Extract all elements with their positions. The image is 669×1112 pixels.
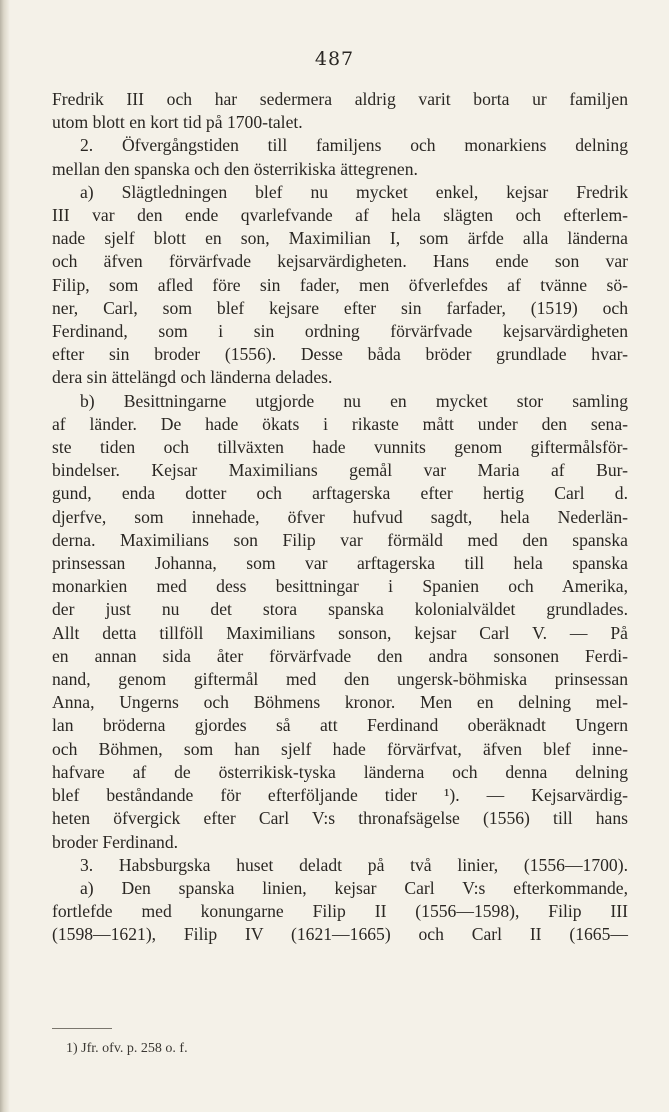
text-line-1: Fredrik III och har sedermera aldrig varit borta ur familjen [52, 89, 628, 109]
text-line-9: Filip, som afled före sin fader, men öfverlefdes af tvänne sö- [52, 274, 628, 295]
text-line-29: och Böhmen, som han sjelf hade förvärfvat, äfven blef inne- [52, 738, 628, 759]
text-line-8: och äfven förvärfvade kejsarvärdigheten. Hans ende son var [52, 251, 628, 272]
text-line-30: hafvare af de österrikisk-tyska länderna och denna delning [52, 761, 628, 782]
text-line-22: monarkien med dess besittningar i Spanien och Amerika, [52, 576, 628, 597]
section-heading-3: 3. Habsburgska huset deladt på två linier, (1556—1700). [80, 854, 628, 875]
text-line-31: blef beståndande för efterföljande tider ¹). — Kejsarvärdig- [52, 785, 628, 806]
text-line-21: prinsessan Johanna, som var arftagerska till hela spanska [52, 553, 628, 574]
text-line-18: gund, enda dotter och arftagerska efter hertig Carl d. [52, 483, 628, 504]
text-line-35: a) Den spanska linien, kejsar Carl V:s efterkommande, [80, 877, 628, 898]
text-line-32: heten öfvergick efter Carl V:s thronafsägelse (1556) till hans [52, 808, 628, 829]
text-line-26: nand, genom giftermål med den ungersk-böhmiska prinsessan [52, 669, 628, 690]
page-binding-edge [0, 0, 10, 1112]
text-line-25: en annan sida åter förvärfvade den andra sonsonen Ferdi- [52, 645, 628, 666]
text-line-24: Allt detta tillföll Maximilians sonson, kejsar Carl V. — På [52, 622, 628, 643]
body-text [52, 88, 628, 947]
text-line-2: utom blott en kort tid på 1700-talet. [52, 112, 303, 133]
footnote-rule [52, 1028, 112, 1029]
text-line-16: ste tiden och tillväxten hade vunnits genom giftermålsför- [52, 437, 628, 458]
text-line-20: derna. Maximilians son Filip var förmäld med den spanska [52, 529, 628, 550]
text-line-13: dera sin ättelängd och länderna delades. [52, 367, 333, 388]
text-line-17: bindelser. Kejsar Maximilians gemål var Maria af Bur- [52, 460, 628, 481]
text-line-36: fortlefde med konungarne Filip II (1556—1598), Filip III [52, 901, 628, 922]
text-line-37: (1598—1621), Filip IV (1621—1665) och Carl II (1665— [52, 924, 628, 945]
text-line-5: a) Slägtledningen blef nu mycket enkel, kejsar Fredrik [80, 181, 628, 202]
text-line-14: b) Besittningarne utgjorde nu en mycket stor samling [80, 390, 628, 411]
text-line-23: der just nu det stora spanska kolonialväldet grundlades. [52, 599, 628, 620]
text-line-12: efter sin broder (1556). Desse båda bröder grundlade hvar- [52, 344, 628, 365]
text-line-33: broder Ferdinand. [52, 831, 179, 852]
footnote: 1) Jfr. ofv. p. 258 o. f. [66, 1041, 188, 1056]
text-line-27: Anna, Ungerns och Böhmens kronor. Men en delning mel- [52, 692, 628, 713]
section-heading-2: 2. Öfvergångstiden till familjens och monarkiens delning [80, 135, 628, 156]
text-line-28: lan bröderna gjordes så att Ferdinand oberäknadt Ungern [52, 715, 628, 736]
text-line-6: III var den ende qvarlefvande af hela slägten och efterlem- [52, 205, 628, 226]
text-line-7: nade sjelf blott en son, Maximilian I, som ärfde alla länderna [52, 228, 628, 249]
text-line-19: djerfve, som innehade, öfver hufvud sagdt, hela Nederlän- [52, 506, 628, 527]
text-line-10: ner, Carl, som blef kejsare efter sin farfader, (1519) och [52, 297, 628, 318]
text-line-11: Ferdinand, som i sin ordning förvärfvade kejsarvärdigheten [52, 321, 628, 342]
text-line-4: mellan den spanska och den österrikiska ättegrenen. [52, 158, 418, 179]
text-line-15: af länder. De hade ökats i rikaste mått under den sena- [52, 413, 628, 434]
page-number: 487 [314, 48, 355, 70]
